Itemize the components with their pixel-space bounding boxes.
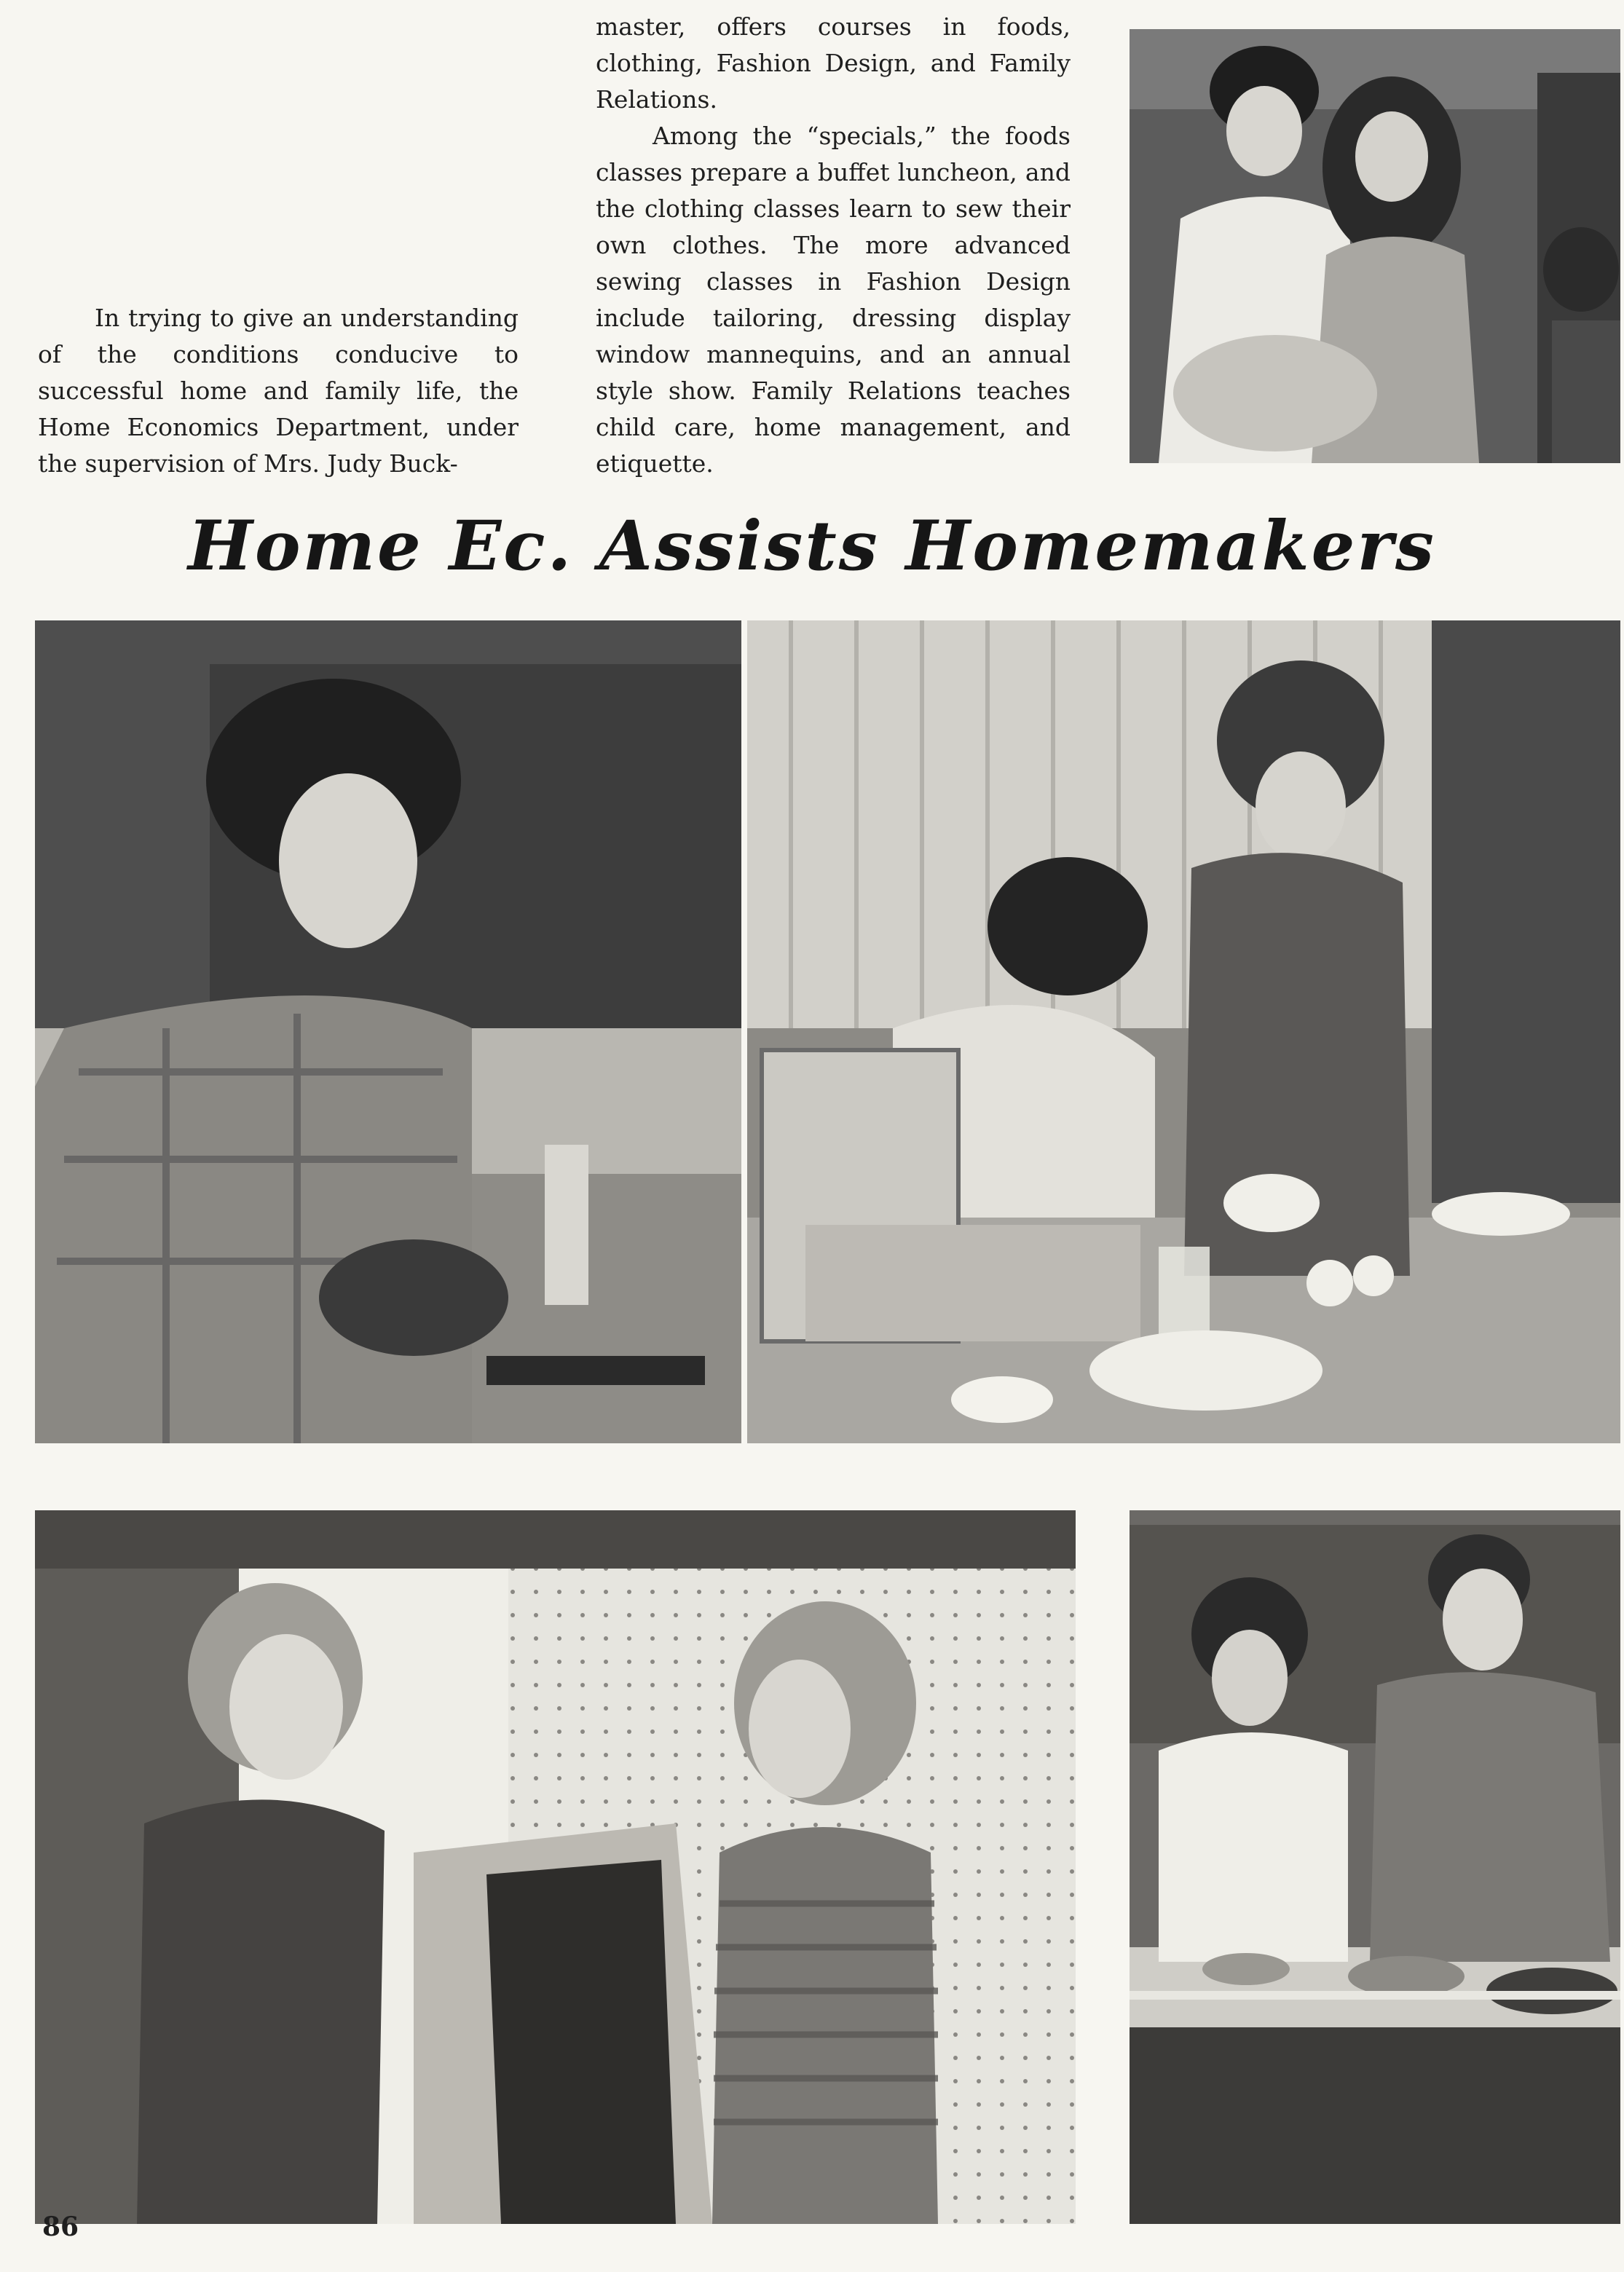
article-column-middle — [596, 9, 1071, 482]
article-column-left — [38, 300, 519, 482]
photo-teacher-and-student-fabric — [1130, 29, 1620, 463]
photo-student-sewing — [35, 620, 741, 1443]
photo-students-kitchen-food — [1130, 1510, 1620, 2224]
page-number: 86 — [42, 2212, 79, 2242]
article-paragraph: master, offers courses in foods, clothing, Fashion Design, and Family Relations. — [596, 12, 1071, 114]
article-paragraph: In trying to give an understanding of the conditions conducive to successful home and family life, the Home Economics Department, under the supervision of Mrs. Judy Buck- — [38, 304, 519, 478]
article-paragraph: Among the “specials,” the foods classes prepare a buffet luncheon, and the clothing classes learn to sew their own clothes. The more advanced sewing classes in Fashion Design include tailoring, dressing display window mannequins, and an annual style show. Family Relations teaches child care, home management, and etiquette. — [596, 122, 1071, 478]
page-headline: Home Ec. Assists Homemakers — [188, 506, 1436, 586]
photo-students-setting-table — [747, 620, 1620, 1443]
photo-students-garments-pegboard — [35, 1510, 1076, 2224]
